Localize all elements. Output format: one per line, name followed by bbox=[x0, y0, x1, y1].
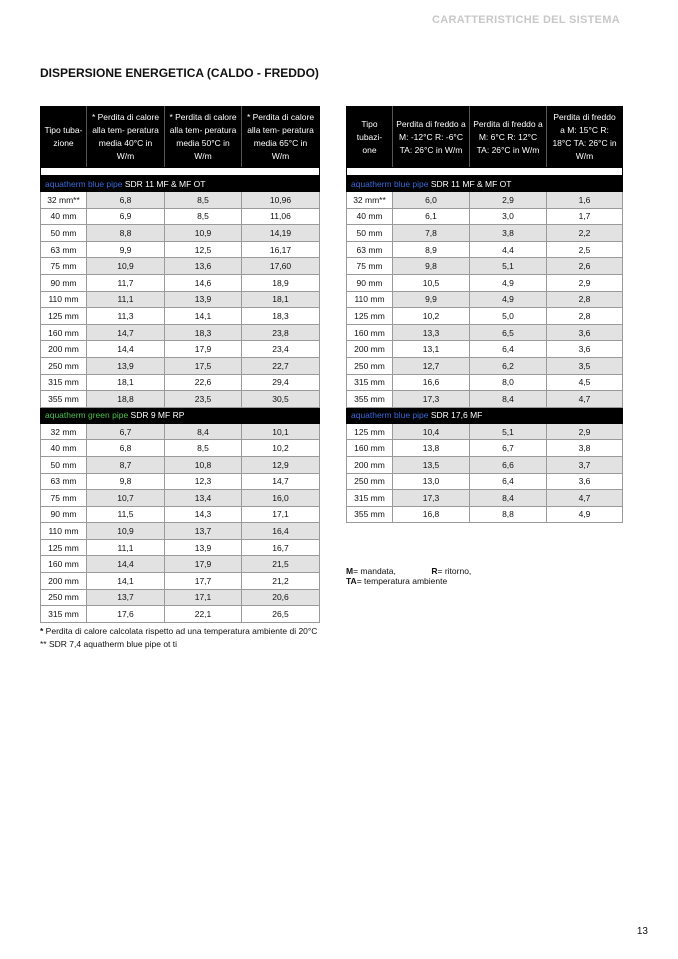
column-header: * Perdita di calore alla tem- peratura media 65°C in W/m bbox=[242, 107, 320, 168]
value-cell: 3,0 bbox=[470, 208, 547, 225]
pipe-size-cell: 40 mm bbox=[41, 208, 87, 225]
table-row bbox=[347, 341, 623, 358]
section-spacer-cell bbox=[347, 168, 623, 176]
cold-loss-table bbox=[346, 106, 623, 523]
pipe-size-cell: 315 mm bbox=[41, 606, 87, 623]
value-cell: 16,4 bbox=[242, 523, 320, 540]
value-cell: 18,3 bbox=[165, 324, 242, 341]
section-heading-row bbox=[347, 176, 623, 192]
section-label: SDR 17,6 MF bbox=[428, 410, 483, 421]
pipe-size-cell: 125 mm bbox=[41, 308, 87, 325]
value-cell: 8,4 bbox=[470, 490, 547, 507]
table-row bbox=[41, 523, 320, 540]
value-cell: 18,1 bbox=[87, 374, 165, 391]
value-cell: 17,6 bbox=[87, 606, 165, 623]
value-cell: 6,2 bbox=[470, 357, 547, 374]
value-cell: 5,0 bbox=[470, 308, 547, 325]
value-cell: 9,9 bbox=[87, 241, 165, 258]
value-cell: 3,8 bbox=[547, 440, 623, 457]
pipe-size-cell: 32 mm bbox=[41, 423, 87, 440]
value-cell: 17,7 bbox=[165, 573, 242, 590]
table-row bbox=[41, 423, 320, 440]
footnotes bbox=[40, 625, 317, 651]
value-cell: 16,7 bbox=[242, 539, 320, 556]
table-row bbox=[347, 506, 623, 523]
table-row bbox=[41, 440, 320, 457]
value-cell: 21,5 bbox=[242, 556, 320, 573]
value-cell: 4,9 bbox=[470, 291, 547, 308]
value-cell: 17,5 bbox=[165, 357, 242, 374]
pipe-size-cell: 355 mm bbox=[347, 391, 393, 408]
section-label: SDR 11 MF & MF OT bbox=[122, 178, 206, 189]
pipe-size-cell: 50 mm bbox=[41, 225, 87, 242]
value-cell: 3,7 bbox=[547, 456, 623, 473]
column-header: * Perdita di calore alla tem- peratura media 50°C in W/m bbox=[165, 107, 242, 168]
table-row bbox=[347, 225, 623, 242]
value-cell: 10,4 bbox=[393, 423, 470, 440]
brand-name: aquatherm blue pipe bbox=[351, 178, 429, 189]
value-cell: 29,4 bbox=[242, 374, 320, 391]
pipe-size-cell: 125 mm bbox=[347, 308, 393, 325]
column-header: Tipo tubazi- one bbox=[347, 107, 393, 168]
pipe-size-cell: 125 mm bbox=[41, 539, 87, 556]
table-row bbox=[347, 192, 623, 209]
value-cell: 8,8 bbox=[470, 506, 547, 523]
section-label: SDR 11 MF & MF OT bbox=[428, 178, 512, 189]
value-cell: 13,9 bbox=[87, 357, 165, 374]
table-row bbox=[41, 506, 320, 523]
value-cell: 1,7 bbox=[547, 208, 623, 225]
value-cell: 17,9 bbox=[165, 556, 242, 573]
value-cell: 13,1 bbox=[393, 341, 470, 358]
value-cell: 16,0 bbox=[242, 490, 320, 507]
value-cell: 6,4 bbox=[470, 473, 547, 490]
value-cell: 2,5 bbox=[547, 241, 623, 258]
brand-name: aquatherm blue pipe bbox=[351, 410, 429, 421]
value-cell: 18,9 bbox=[242, 274, 320, 291]
value-cell: 17,9 bbox=[165, 341, 242, 358]
heat-loss-table bbox=[40, 106, 320, 623]
value-cell: 4,7 bbox=[547, 490, 623, 507]
value-cell: 2,9 bbox=[470, 192, 547, 209]
pipe-size-cell: 75 mm bbox=[41, 258, 87, 275]
legend-item-ta: TA= temperatura ambiente bbox=[346, 576, 448, 586]
table-row bbox=[41, 374, 320, 391]
table-header-row bbox=[41, 107, 320, 168]
value-cell: 14,1 bbox=[165, 308, 242, 325]
table-row bbox=[347, 423, 623, 440]
brand-name: aquatherm blue pipe bbox=[45, 178, 123, 189]
value-cell: 1,6 bbox=[547, 192, 623, 209]
value-cell: 11,1 bbox=[87, 291, 165, 308]
table-row bbox=[41, 324, 320, 341]
pipe-size-cell: 125 mm bbox=[347, 423, 393, 440]
section-heading bbox=[347, 407, 623, 423]
value-cell: 8,5 bbox=[165, 440, 242, 457]
value-cell: 13,5 bbox=[393, 456, 470, 473]
table-row bbox=[41, 291, 320, 308]
value-cell: 12,5 bbox=[165, 241, 242, 258]
pipe-size-cell: 160 mm bbox=[347, 440, 393, 457]
table-row bbox=[41, 274, 320, 291]
value-cell: 18,1 bbox=[242, 291, 320, 308]
pipe-size-cell: 90 mm bbox=[41, 274, 87, 291]
value-cell: 22,7 bbox=[242, 357, 320, 374]
pipe-size-cell: 40 mm bbox=[347, 208, 393, 225]
table-row bbox=[41, 208, 320, 225]
table-row bbox=[41, 589, 320, 606]
value-cell: 5,1 bbox=[470, 423, 547, 440]
table-row bbox=[347, 490, 623, 507]
value-cell: 5,1 bbox=[470, 258, 547, 275]
table-row bbox=[41, 357, 320, 374]
value-cell: 11,7 bbox=[87, 274, 165, 291]
value-cell: 3,8 bbox=[470, 225, 547, 242]
value-cell: 26,5 bbox=[242, 606, 320, 623]
value-cell: 6,7 bbox=[87, 423, 165, 440]
value-cell: 10,96 bbox=[242, 192, 320, 209]
pipe-size-cell: 250 mm bbox=[41, 589, 87, 606]
value-cell: 10,1 bbox=[242, 423, 320, 440]
value-cell: 30,5 bbox=[242, 391, 320, 408]
value-cell: 8,4 bbox=[165, 423, 242, 440]
section-spacer bbox=[41, 168, 320, 176]
pipe-size-cell: 40 mm bbox=[41, 440, 87, 457]
pipe-size-cell: 160 mm bbox=[41, 324, 87, 341]
value-cell: 22,1 bbox=[165, 606, 242, 623]
value-cell: 9,8 bbox=[393, 258, 470, 275]
value-cell: 8,7 bbox=[87, 456, 165, 473]
value-cell: 17,60 bbox=[242, 258, 320, 275]
pipe-size-cell: 250 mm bbox=[347, 473, 393, 490]
value-cell: 14,19 bbox=[242, 225, 320, 242]
value-cell: 6,6 bbox=[470, 456, 547, 473]
value-cell: 2,6 bbox=[547, 258, 623, 275]
table-row bbox=[41, 391, 320, 408]
table-row bbox=[41, 456, 320, 473]
value-cell: 11,5 bbox=[87, 506, 165, 523]
value-cell: 6,7 bbox=[470, 440, 547, 457]
value-cell: 13,9 bbox=[165, 291, 242, 308]
value-cell: 14,4 bbox=[87, 556, 165, 573]
value-cell: 13,7 bbox=[165, 523, 242, 540]
value-cell: 6,8 bbox=[87, 440, 165, 457]
value-cell: 6,1 bbox=[393, 208, 470, 225]
page-title: DISPERSIONE ENERGETICA (CALDO - FREDDO) bbox=[40, 66, 319, 80]
pipe-size-cell: 200 mm bbox=[41, 573, 87, 590]
value-cell: 2,8 bbox=[547, 291, 623, 308]
table-row bbox=[347, 440, 623, 457]
table-row bbox=[41, 490, 320, 507]
value-cell: 22,6 bbox=[165, 374, 242, 391]
value-cell: 4,9 bbox=[470, 274, 547, 291]
value-cell: 2,8 bbox=[547, 308, 623, 325]
value-cell: 8,5 bbox=[165, 208, 242, 225]
pipe-size-cell: 315 mm bbox=[347, 490, 393, 507]
value-cell: 10,2 bbox=[242, 440, 320, 457]
value-cell: 16,8 bbox=[393, 506, 470, 523]
column-header: Perdita di freddo a M: -12°C R: -6°C TA: 26°C in W/m bbox=[393, 107, 470, 168]
table-row bbox=[41, 192, 320, 209]
value-cell: 11,06 bbox=[242, 208, 320, 225]
column-header: Tipo tuba- zione bbox=[41, 107, 87, 168]
pipe-size-cell: 50 mm bbox=[41, 456, 87, 473]
value-cell: 3,6 bbox=[547, 324, 623, 341]
table-row bbox=[347, 357, 623, 374]
value-cell: 12,9 bbox=[242, 456, 320, 473]
legend bbox=[346, 566, 622, 586]
pipe-size-cell: 200 mm bbox=[347, 456, 393, 473]
value-cell: 8,4 bbox=[470, 391, 547, 408]
value-cell: 16,6 bbox=[393, 374, 470, 391]
pipe-size-cell: 110 mm bbox=[41, 523, 87, 540]
value-cell: 13,6 bbox=[165, 258, 242, 275]
pipe-size-cell: 315 mm bbox=[347, 374, 393, 391]
value-cell: 23,8 bbox=[242, 324, 320, 341]
table-header-row bbox=[347, 107, 623, 168]
footnote-2: ** SDR 7,4 aquatherm blue pipe ot ti bbox=[40, 639, 178, 649]
value-cell: 6,9 bbox=[87, 208, 165, 225]
legend-item-m: M= mandata, bbox=[346, 566, 396, 576]
section-heading bbox=[41, 176, 320, 192]
section-heading-row bbox=[347, 407, 623, 423]
value-cell: 17,3 bbox=[393, 490, 470, 507]
value-cell: 12,3 bbox=[165, 473, 242, 490]
value-cell: 4,7 bbox=[547, 391, 623, 408]
value-cell: 10,9 bbox=[87, 258, 165, 275]
pipe-size-cell: 110 mm bbox=[347, 291, 393, 308]
column-header: Perdita di freddo a M: 15°C R: 18°C TA: 26°C in W/m bbox=[547, 107, 623, 168]
value-cell: 7,8 bbox=[393, 225, 470, 242]
value-cell: 6,5 bbox=[470, 324, 547, 341]
table-row bbox=[347, 324, 623, 341]
pipe-size-cell: 355 mm bbox=[347, 506, 393, 523]
pipe-size-cell: 250 mm bbox=[41, 357, 87, 374]
value-cell: 14,1 bbox=[87, 573, 165, 590]
pipe-size-cell: 200 mm bbox=[347, 341, 393, 358]
pipe-size-cell: 160 mm bbox=[41, 556, 87, 573]
table-row bbox=[41, 241, 320, 258]
value-cell: 10,9 bbox=[165, 225, 242, 242]
table-row bbox=[41, 606, 320, 623]
value-cell: 14,3 bbox=[165, 506, 242, 523]
pipe-size-cell: 90 mm bbox=[41, 506, 87, 523]
value-cell: 11,3 bbox=[87, 308, 165, 325]
value-cell: 13,0 bbox=[393, 473, 470, 490]
value-cell: 2,9 bbox=[547, 274, 623, 291]
column-header: Perdita di freddo a M: 6°C R: 12°C TA: 26°C in W/m bbox=[470, 107, 547, 168]
value-cell: 13,3 bbox=[393, 324, 470, 341]
value-cell: 2,9 bbox=[547, 423, 623, 440]
value-cell: 2,2 bbox=[547, 225, 623, 242]
table-row bbox=[41, 473, 320, 490]
pipe-size-cell: 355 mm bbox=[41, 391, 87, 408]
section-spacer bbox=[347, 168, 623, 176]
pipe-size-cell: 160 mm bbox=[347, 324, 393, 341]
pipe-size-cell: 32 mm** bbox=[41, 192, 87, 209]
value-cell: 9,8 bbox=[87, 473, 165, 490]
value-cell: 14,6 bbox=[165, 274, 242, 291]
pipe-size-cell: 75 mm bbox=[41, 490, 87, 507]
value-cell: 10,5 bbox=[393, 274, 470, 291]
section-spacer-cell bbox=[41, 168, 320, 176]
section-heading-row bbox=[41, 407, 320, 423]
value-cell: 12,7 bbox=[393, 357, 470, 374]
value-cell: 10,2 bbox=[393, 308, 470, 325]
table-row bbox=[347, 374, 623, 391]
pipe-size-cell: 315 mm bbox=[41, 374, 87, 391]
pipe-size-cell: 32 mm** bbox=[347, 192, 393, 209]
value-cell: 11,1 bbox=[87, 539, 165, 556]
value-cell: 18,8 bbox=[87, 391, 165, 408]
value-cell: 18,3 bbox=[242, 308, 320, 325]
table-row bbox=[41, 225, 320, 242]
table-row bbox=[41, 556, 320, 573]
value-cell: 6,0 bbox=[393, 192, 470, 209]
value-cell: 17,1 bbox=[242, 506, 320, 523]
value-cell: 3,5 bbox=[547, 357, 623, 374]
value-cell: 13,7 bbox=[87, 589, 165, 606]
table-row bbox=[347, 258, 623, 275]
value-cell: 17,1 bbox=[165, 589, 242, 606]
value-cell: 8,5 bbox=[165, 192, 242, 209]
value-cell: 10,8 bbox=[165, 456, 242, 473]
value-cell: 3,6 bbox=[547, 341, 623, 358]
value-cell: 8,9 bbox=[393, 241, 470, 258]
value-cell: 13,8 bbox=[393, 440, 470, 457]
value-cell: 4,4 bbox=[470, 241, 547, 258]
pipe-size-cell: 50 mm bbox=[347, 225, 393, 242]
table-row bbox=[41, 573, 320, 590]
brand-name: aquatherm green pipe bbox=[45, 410, 129, 421]
footnote-1: * Perdita di calore calcolata rispetto ad una temperatura ambiente di 20°C bbox=[40, 626, 318, 636]
table-row bbox=[347, 274, 623, 291]
value-cell: 8,8 bbox=[87, 225, 165, 242]
pipe-size-cell: 250 mm bbox=[347, 357, 393, 374]
section-label: SDR 9 MF RP bbox=[128, 410, 185, 421]
pipe-size-cell: 63 mm bbox=[41, 473, 87, 490]
value-cell: 6,4 bbox=[470, 341, 547, 358]
table-row bbox=[41, 308, 320, 325]
value-cell: 23,4 bbox=[242, 341, 320, 358]
section-header: CARATTERISTICHE DEL SISTEMA bbox=[432, 14, 620, 26]
table-row bbox=[41, 258, 320, 275]
table-row bbox=[347, 456, 623, 473]
value-cell: 14,7 bbox=[87, 324, 165, 341]
table-row bbox=[347, 391, 623, 408]
pipe-size-cell: 110 mm bbox=[41, 291, 87, 308]
value-cell: 23,5 bbox=[165, 391, 242, 408]
value-cell: 20,6 bbox=[242, 589, 320, 606]
table-row bbox=[347, 473, 623, 490]
pipe-size-cell: 200 mm bbox=[41, 341, 87, 358]
legend-item-r: R= ritorno, bbox=[431, 566, 472, 576]
section-heading-row bbox=[41, 176, 320, 192]
pipe-size-cell: 75 mm bbox=[347, 258, 393, 275]
value-cell: 16,17 bbox=[242, 241, 320, 258]
table-row bbox=[41, 539, 320, 556]
value-cell: 3,6 bbox=[547, 473, 623, 490]
page-number: 13 bbox=[636, 926, 648, 937]
table-row bbox=[347, 241, 623, 258]
value-cell: 14,7 bbox=[242, 473, 320, 490]
section-heading bbox=[347, 176, 623, 192]
value-cell: 4,5 bbox=[547, 374, 623, 391]
table-row bbox=[41, 341, 320, 358]
value-cell: 21,2 bbox=[242, 573, 320, 590]
value-cell: 8,0 bbox=[470, 374, 547, 391]
table-row bbox=[347, 208, 623, 225]
value-cell: 10,9 bbox=[87, 523, 165, 540]
table-row bbox=[347, 291, 623, 308]
value-cell: 14,4 bbox=[87, 341, 165, 358]
value-cell: 17,3 bbox=[393, 391, 470, 408]
section-heading bbox=[41, 407, 320, 423]
value-cell: 4,9 bbox=[547, 506, 623, 523]
value-cell: 13,9 bbox=[165, 539, 242, 556]
value-cell: 6,8 bbox=[87, 192, 165, 209]
value-cell: 13,4 bbox=[165, 490, 242, 507]
pipe-size-cell: 90 mm bbox=[347, 274, 393, 291]
value-cell: 10,7 bbox=[87, 490, 165, 507]
column-header: * Perdita di calore alla tem- peratura media 40°C in W/m bbox=[87, 107, 165, 168]
value-cell: 9,9 bbox=[393, 291, 470, 308]
pipe-size-cell: 63 mm bbox=[347, 241, 393, 258]
pipe-size-cell: 63 mm bbox=[41, 241, 87, 258]
table-row bbox=[347, 308, 623, 325]
